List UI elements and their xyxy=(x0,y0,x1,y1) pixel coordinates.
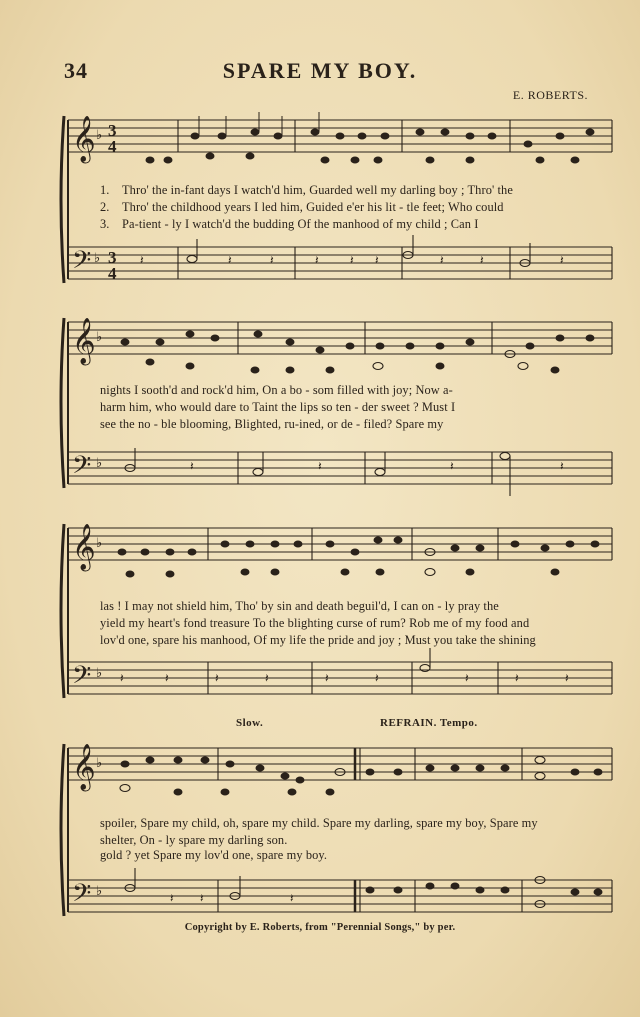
svg-text:𝄽: 𝄽 xyxy=(565,671,569,685)
svg-text:♭: ♭ xyxy=(94,250,101,265)
svg-text:♭: ♭ xyxy=(96,127,103,142)
song-title: SPARE MY BOY. xyxy=(222,58,418,83)
svg-text:𝄽: 𝄽 xyxy=(375,671,379,685)
svg-text:𝄽: 𝄽 xyxy=(325,671,329,685)
svg-text:𝄽: 𝄽 xyxy=(265,671,269,685)
lyric-line-1-3: 3. Pa-tient - ly I watch'd the budding Of the manhood of my child ; Can I xyxy=(100,217,479,231)
svg-text:𝄽: 𝄽 xyxy=(350,253,354,267)
lyric-line-2-1: nights I sooth'd and rock'd him, On a bo - som filled with joy; Now a- xyxy=(100,383,453,397)
svg-text:♭: ♭ xyxy=(96,755,103,770)
svg-text:𝄽: 𝄽 xyxy=(450,459,454,473)
svg-text:4: 4 xyxy=(108,137,117,156)
lyric-line-2-3: see the no - ble blooming, Blighted, ru-ined, or de - filed? Spare my xyxy=(100,417,444,431)
svg-text:𝄽: 𝄽 xyxy=(560,253,564,267)
svg-text:𝄽: 𝄽 xyxy=(375,253,379,267)
svg-text:𝄽: 𝄽 xyxy=(270,253,274,267)
svg-text:𝄽: 𝄽 xyxy=(165,671,169,685)
lyric-line-2-2: harm him, who would dare to Taint the lips so ten - der sweet ? Must I xyxy=(100,400,456,414)
lyric-line-3-3: lov'd one, spare his manhood, Of my life the pride and joy ; Must you take the shining xyxy=(100,633,536,647)
svg-text:♭: ♭ xyxy=(96,329,103,344)
svg-text:𝄽: 𝄽 xyxy=(215,671,219,685)
copyright-notice: Copyright by E. Roberts, from "Perennial Songs," by per. xyxy=(184,922,456,933)
svg-text:4: 4 xyxy=(108,264,117,283)
lyric-line-3-2: yield my heart's fond treasure To the blighting curse of rum? Rob me of my food and xyxy=(100,616,530,630)
svg-text:𝄽: 𝄽 xyxy=(228,253,232,267)
svg-text:𝄢: 𝄢 xyxy=(72,879,92,914)
svg-text:𝄞: 𝄞 xyxy=(72,744,96,790)
svg-text:𝄽: 𝄽 xyxy=(480,253,484,267)
lyric-line-4-2: shelter, On - ly spare my darling son. xyxy=(100,833,288,847)
svg-text:𝄽: 𝄽 xyxy=(440,253,444,267)
svg-text:𝄽: 𝄽 xyxy=(315,253,319,267)
tempo-marking-slow: Slow. xyxy=(236,717,264,729)
svg-text:𝄞: 𝄞 xyxy=(72,116,96,162)
lyric-line-4-3: gold ? yet Spare my lov'd one, spare my boy. xyxy=(100,848,328,862)
svg-text:𝄽: 𝄽 xyxy=(120,671,124,685)
svg-text:3: 3 xyxy=(108,121,117,140)
page-number: 34 xyxy=(64,58,88,83)
svg-text:𝄽: 𝄽 xyxy=(318,459,322,473)
lyric-line-4-1: spoiler, Spare my child, oh, spare my child. Spare my darling, spare my boy, Spare my xyxy=(100,816,538,830)
composer-credit: E. ROBERTS. xyxy=(512,88,588,102)
svg-text:𝄽: 𝄽 xyxy=(465,671,469,685)
svg-text:𝄢: 𝄢 xyxy=(72,451,92,486)
svg-text:𝄢: 𝄢 xyxy=(72,661,92,696)
svg-text:𝄽: 𝄽 xyxy=(290,891,294,905)
lyric-line-3-1: las ! I may not shield him, Tho' by sin and death beguil'd, I can on - ly pray the xyxy=(100,599,499,613)
svg-text:𝄞: 𝄞 xyxy=(72,524,96,570)
svg-text:𝄽: 𝄽 xyxy=(190,459,194,473)
svg-text:♭: ♭ xyxy=(96,535,103,550)
refrain-marking: REFRAIN. Tempo. xyxy=(380,717,478,729)
svg-text:♭: ♭ xyxy=(96,883,103,898)
svg-text:♭: ♭ xyxy=(96,455,103,470)
svg-text:𝄽: 𝄽 xyxy=(170,891,174,905)
svg-text:𝄽: 𝄽 xyxy=(560,459,564,473)
svg-text:𝄽: 𝄽 xyxy=(200,891,204,905)
svg-text:𝄞: 𝄞 xyxy=(72,318,96,364)
lyric-line-1-1: 1. Thro' the in-fant days I watch'd him, Guarded well my darling boy ; Thro' the xyxy=(100,183,513,197)
svg-text:𝄽: 𝄽 xyxy=(140,253,144,267)
svg-text:3: 3 xyxy=(108,248,117,267)
lyric-line-1-2: 2. Thro' the childhood years I led him, Guided e'er his lit - tle feet; Who could xyxy=(100,200,504,214)
svg-text:𝄢: 𝄢 xyxy=(72,246,92,281)
svg-text:♭: ♭ xyxy=(96,665,103,680)
svg-text:𝄽: 𝄽 xyxy=(515,671,519,685)
